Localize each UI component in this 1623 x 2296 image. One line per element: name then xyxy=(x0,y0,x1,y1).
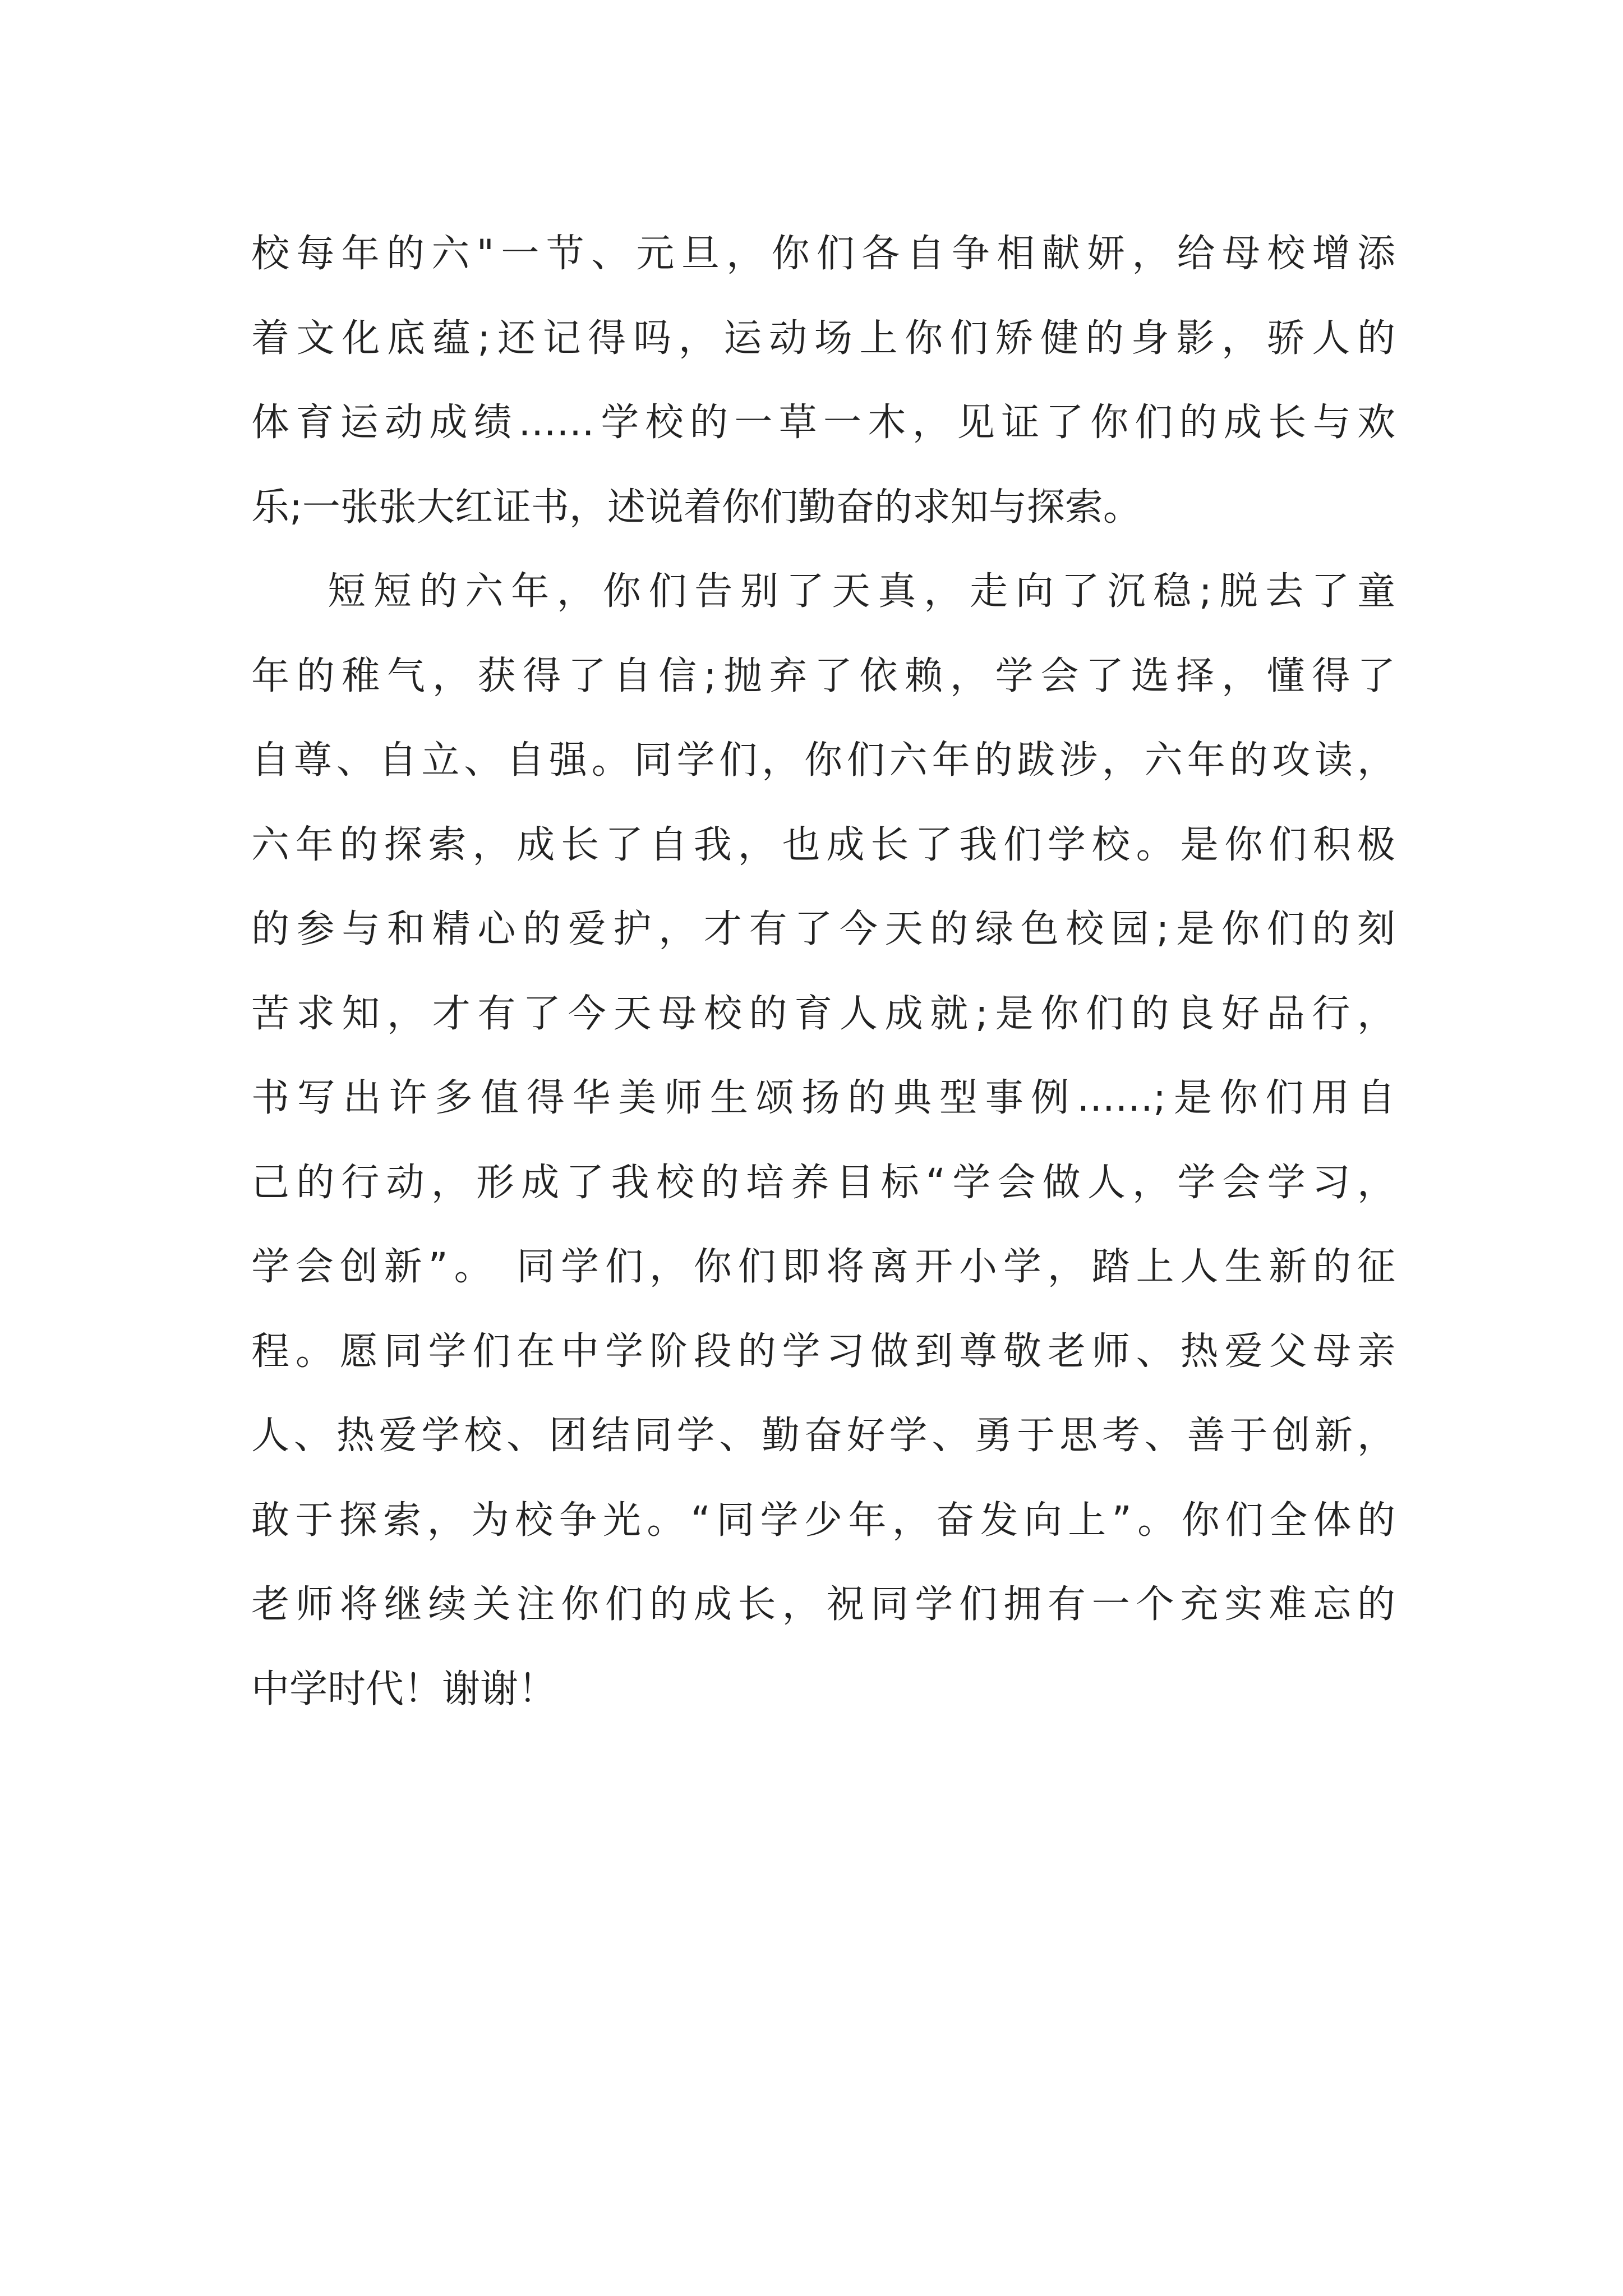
text-line: 人、热爱学校、团结同学、勤奋好学、勇于思考、善于创新， xyxy=(251,1414,1395,1458)
text-line: 乐;一张张大红证书，述说着你们勤奋的求知与探索。 xyxy=(251,485,1141,530)
text-line: 苦求知，才有了今天母校的育人成就;是你们的良好品行， xyxy=(251,991,1395,1036)
text-line: 体育运动成绩……学校的一草一木，见证了你们的成长与欢 xyxy=(251,401,1395,445)
text-line: 程。愿同学们在中学阶段的学习做到尊敬老师、热爱父母亲 xyxy=(251,1329,1395,1374)
text-line: 着文化底蕴;还记得吗，运动场上你们矫健的身影，骄人的 xyxy=(251,316,1395,361)
text-line: 敢于探索，为校争光。“同学少年，奋发向上”。你们全体的 xyxy=(251,1498,1395,1543)
text-line: 的参与和精心的爱护，才有了今天的绿色校园;是你们的刻 xyxy=(251,907,1395,951)
text-line: 年的稚气，获得了自信;抛弃了依赖，学会了选择，懂得了 xyxy=(251,654,1395,698)
text-line: 六年的探索，成长了自我，也成长了我们学校。是你们积极 xyxy=(251,822,1395,867)
text-line: 书写出许多值得华美师生颂扬的典型事例……;是你们用自 xyxy=(251,1076,1395,1120)
text-line: 学会创新”。 同学们，你们即将离开小学，踏上人生新的征 xyxy=(251,1245,1395,1289)
text-line: 己的行动，形成了我校的培养目标“学会做人，学会学习， xyxy=(251,1160,1395,1205)
text-line: 校每年的六"一节、元旦，你们各自争相献妍，给母校增添 xyxy=(251,232,1395,276)
paragraph-first-line: 短短的六年，你们告别了天真，走向了沉稳;脱去了童 xyxy=(328,569,1395,614)
text-line: 自尊、自立、自强。同学们，你们六年的跋涉，六年的攻读， xyxy=(251,738,1395,783)
body-text xyxy=(251,212,1395,1732)
text-line: 老师将继续关注你们的成长，祝同学们拥有一个充实难忘的 xyxy=(251,1582,1395,1627)
text-line: 中学时代！谢谢！ xyxy=(251,1667,557,1711)
